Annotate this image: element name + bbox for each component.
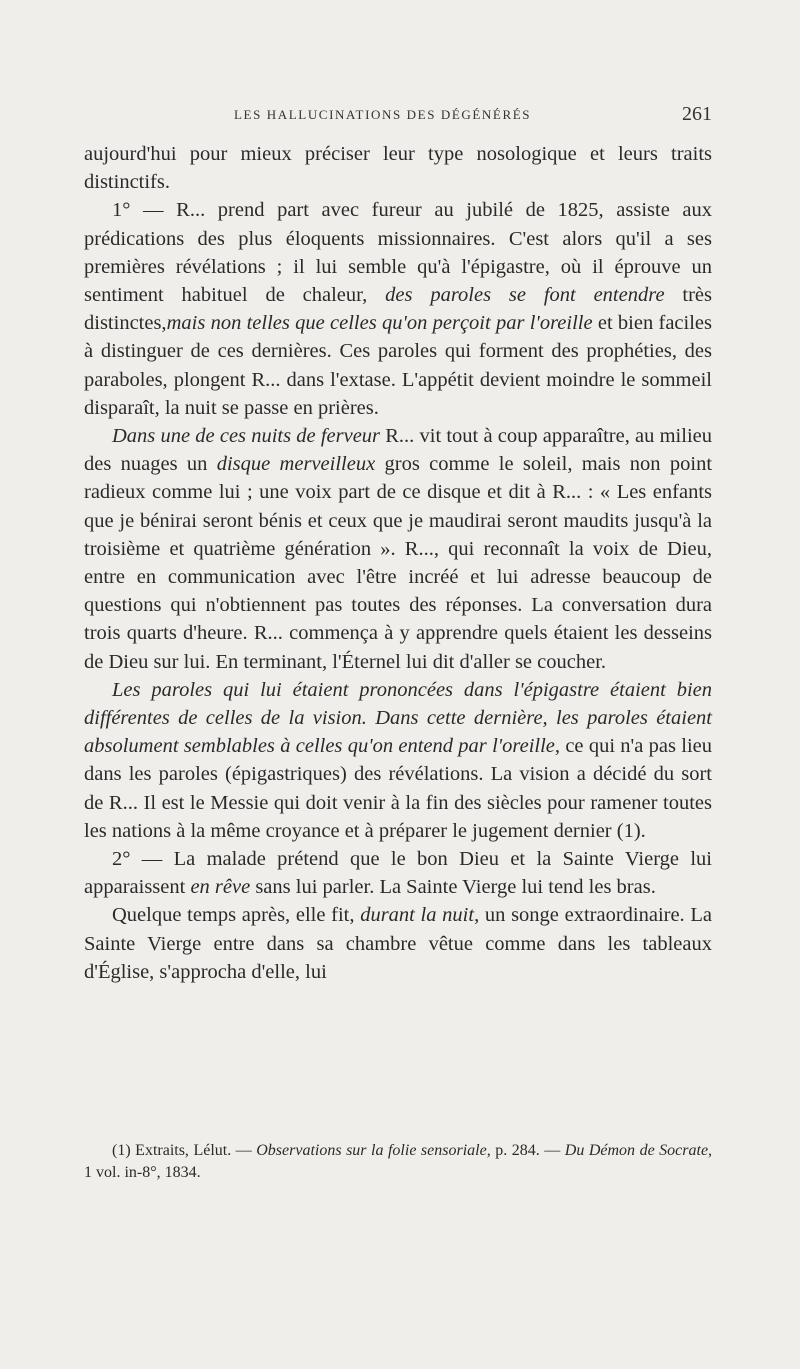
italic-phrase: Dans une de ces nuits de ferveur [112,425,381,448]
italic-phrase: des paroles se font entendre [385,284,665,307]
italic-phrase: durant la nuit [360,904,475,927]
italic-phrase: disque merveilleux [216,453,376,476]
paragraph-2: 1° — R... prend part avec fureur au jubilé de 1825, assiste aux prédications des plus éloquents missionnaires. C'est alors qu'il a ses premières révélations ; il lui semble qu'à l'épigastre, où il éprouve un sentiment habituel de chaleur, des paroles se font entendre très distinctes,mais non telles que celles qu'on perçoit par l'oreille et bien faciles à distinguer de ces dernières. Ces paroles qui forment des prophéties, des paraboles, plongent R... dans l'extase. L'appétit devient moindre le sommeil disparaît, la nuit se passe en prières. [84,199,713,419]
footnote-1: (1) Extraits, Lélut. — Observations sur la folie sensoriale, p. 284. — Du Démon de Socrate, 1 vol. in-8°, 1834. [84,1142,713,1181]
italic-phrase: Les paroles qui lui étaient prononcées dans l'épigastre étaient bien différentes de celles de la vision. Dans cette dernière, les paroles étaient absolument semblables à celles qu'on entend par l'oreille, [84,678,712,758]
paragraph-4: Les paroles qui lui étaient prononcées dans l'épigastre étaient bien différentes de celles de la vision. Dans cette dernière, les paroles étaient absolument semblables à celles qu'on entend par l'oreille, ce qui n'a pas lieu dans les paroles (épigastriques) des révélations. La vision a décidé du sort de R... Il est le Messie qui doit venir à la fin des siècles pour ramener toutes les nations à la même croyance et à préparer le jugement dernier (1). [84,678,712,842]
running-head [84,103,712,129]
italic-phrase: en rêve [190,876,251,899]
paragraph-5: 2° — La malade prétend que le bon Dieu et la Sainte Vierge lui apparaissent en rêve sans lui parler. La Sainte Vierge lui tend les bras. [84,848,712,899]
page-number: 261 [682,103,712,125]
italic-phrase: mais non telles que celles qu'on perçoit par l'oreille [166,312,593,335]
footnote [84,1140,712,1184]
paragraph-3: Dans une de ces nuits de ferveur R... vit tout à coup apparaître, au milieu des nuages un disque merveilleux gros comme le soleil, mais non point radieux comme lui ; une voix part de ce disque et dit à R... : « Les enfants que je bénirai seront bénis et ceux que je maudirai seront maudits jusqu'à la troisième et quatrième génération ». R..., qui reconnaît la voix de Dieu, entre en communication avec l'être incréé et lui adresse beaucoup de questions qui n'obtiennent pas toutes des réponses. La conversation dura trois quarts d'heure. R... commença à y apprendre quels étaient les desseins de Dieu sur lui. En terminant, l'Éternel lui dit d'aller se coucher. [84,425,713,673]
body-text [84,140,712,986]
paragraph-6: Quelque temps après, elle fit, durant la nuit, un songe extraordinaire. La Sainte Vierge entre dans sa chambre vêtue comme dans les tableaux d'Église, s'approcha d'elle, lui [84,904,712,983]
paragraph-1: aujourd'hui pour mieux préciser leur type nosologique et leurs traits distinctifs. [84,143,712,194]
running-title: LES HALLUCINATIONS DES DÉGÉNÉRÉS [234,107,532,122]
